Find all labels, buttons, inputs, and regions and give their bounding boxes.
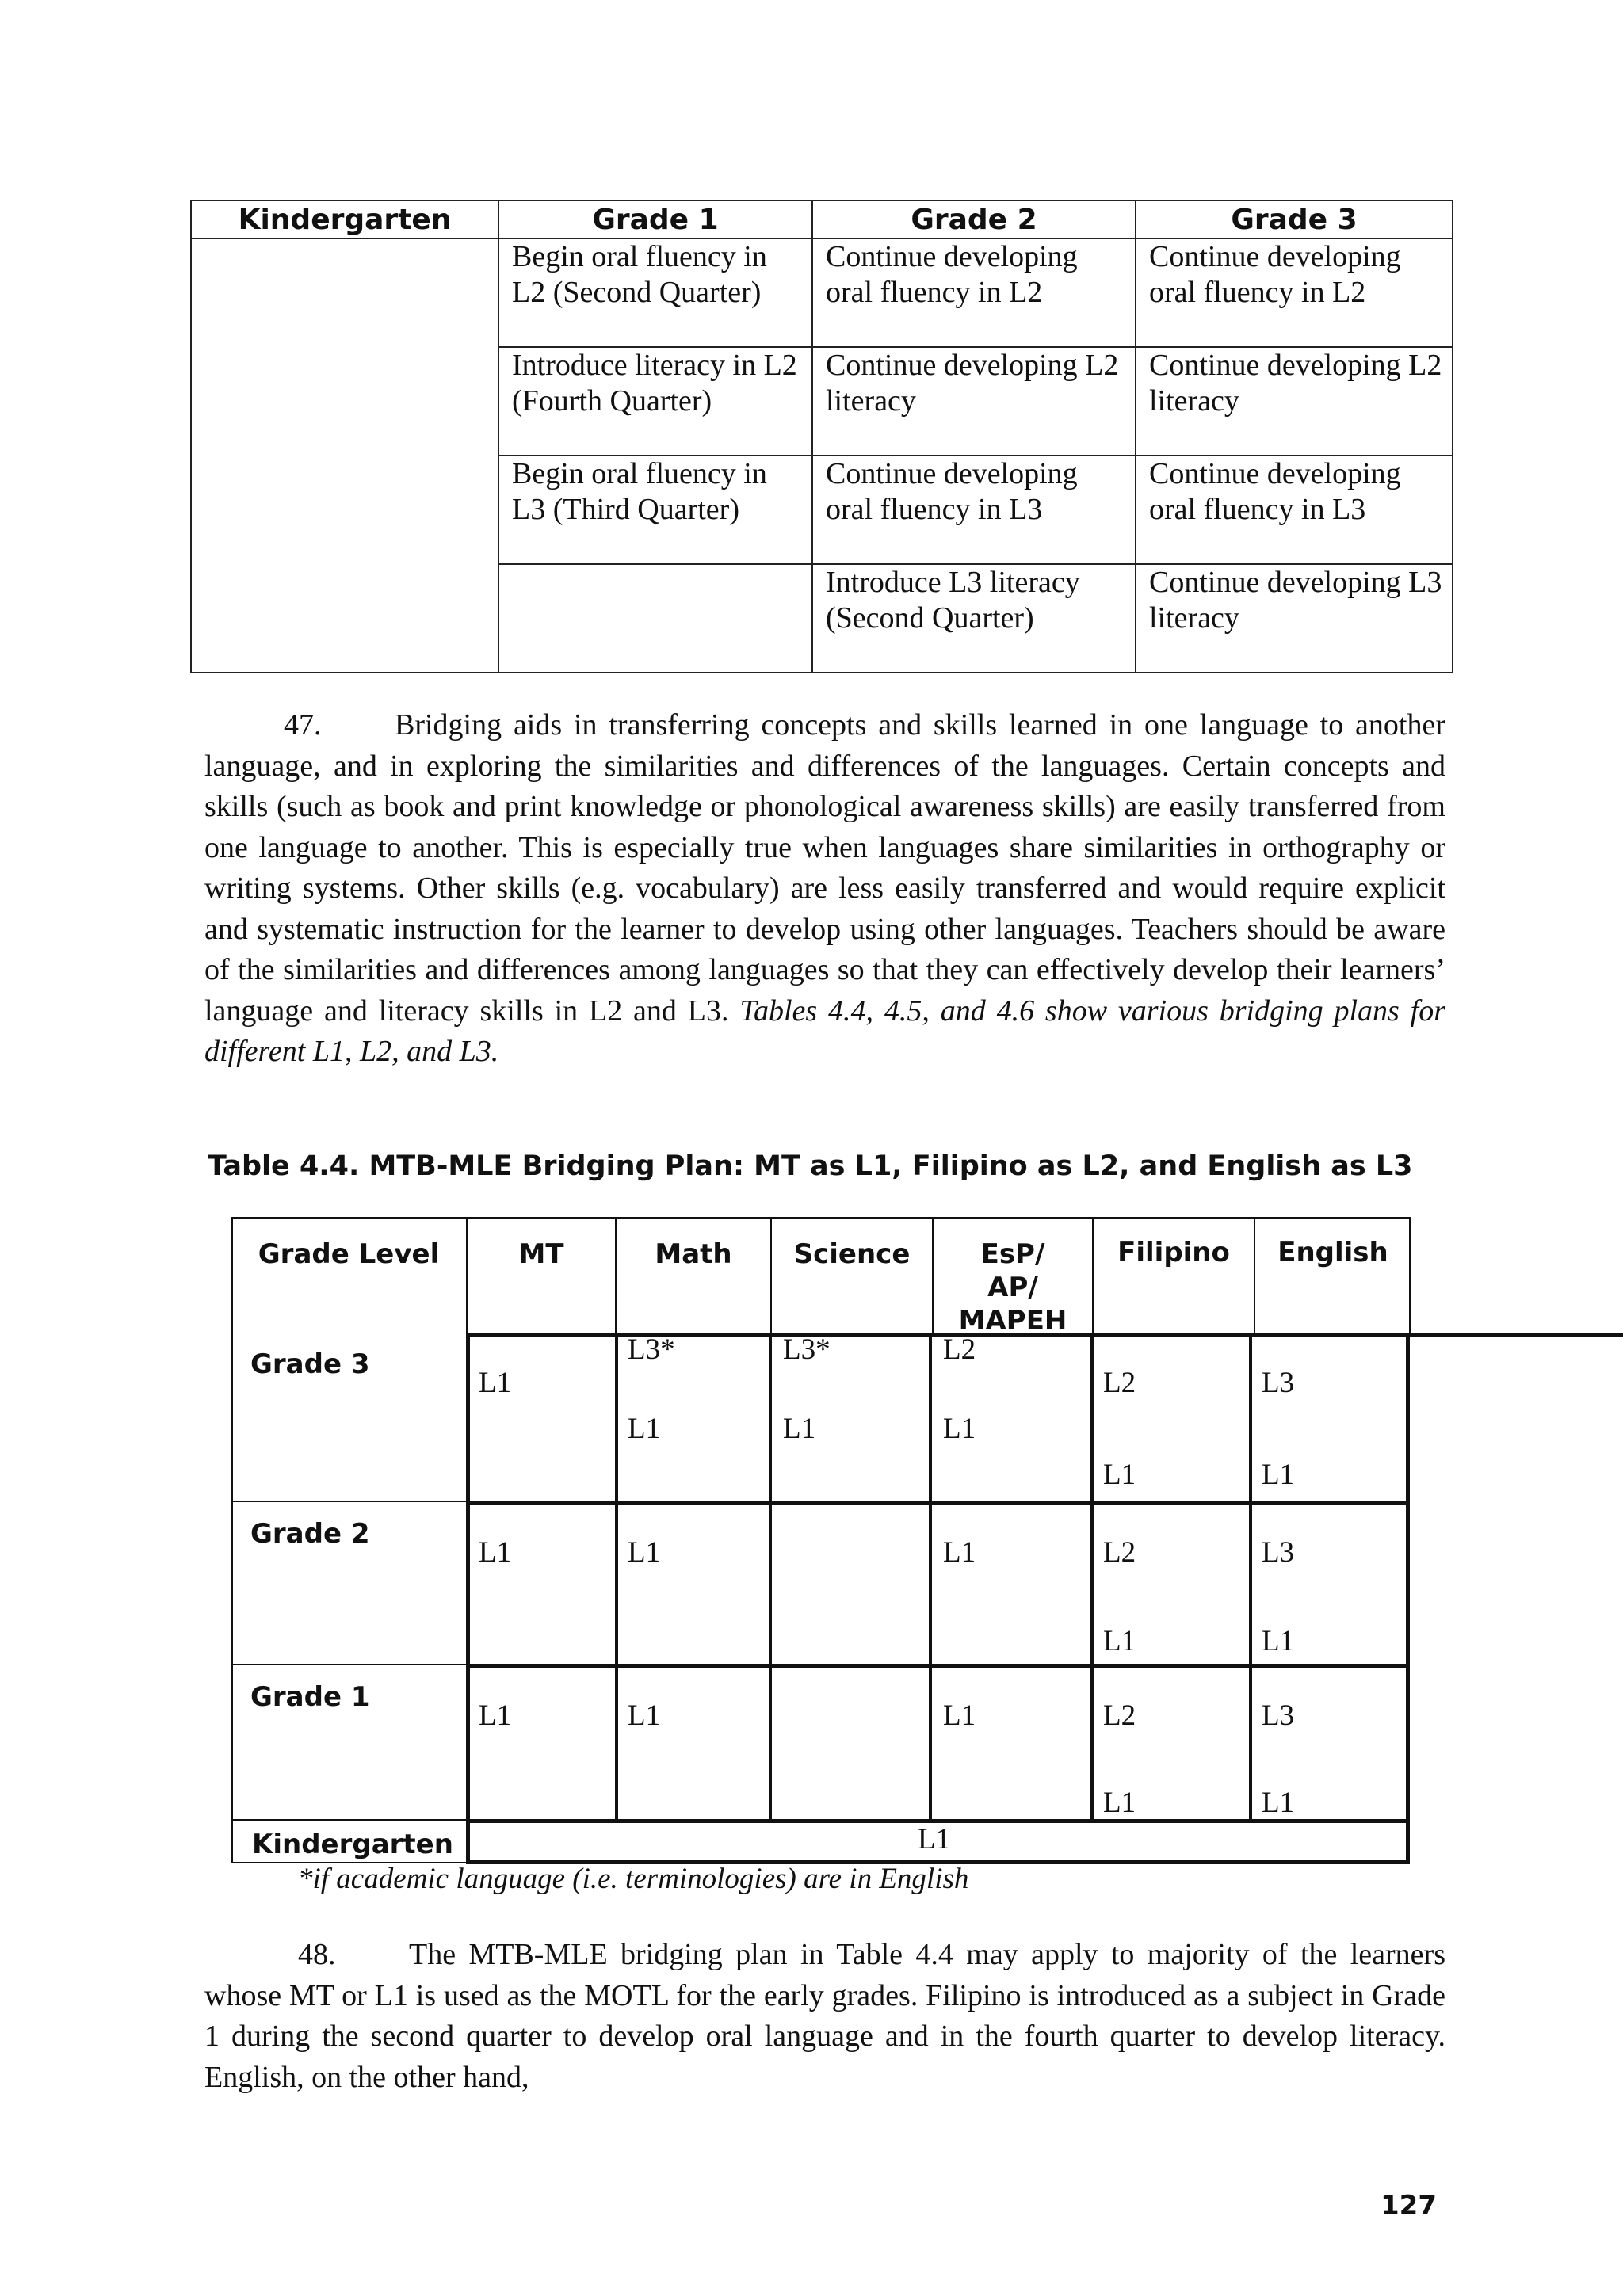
language-progression-table [190, 200, 1453, 673]
grade2-mt: L1 [479, 1536, 512, 1569]
grade3-math-bottom: L1 [628, 1413, 661, 1445]
table-cell: Continue developing oral fluency in L3 [1136, 456, 1453, 564]
header-kindergarten: Kindergarten [191, 200, 498, 238]
grade1-english-bottom: L1 [1262, 1787, 1295, 1819]
table-cell: Introduce literacy in L2 (Fourth Quarter) [498, 347, 812, 456]
grade3-math-top: L3* [628, 1333, 675, 1366]
grade3-esp-bottom: L1 [943, 1413, 976, 1445]
column-divider [1254, 1217, 1255, 1334]
table-cell [498, 564, 812, 673]
table-caption: Table 4.4. MTB-MLE Bridging Plan: MT as L1, Filipino as L2, and English as L3 [208, 1150, 1413, 1182]
row-divider [231, 1501, 469, 1502]
header-grade-3: Grade 3 [1136, 200, 1453, 238]
bridging-plan-table [231, 1217, 1411, 1863]
grade2-filipino-bottom: L1 [1103, 1625, 1136, 1657]
paragraph-48 [204, 1935, 1445, 2098]
grade2-filipino-top: L2 [1103, 1536, 1136, 1569]
grade3-filipino-bottom: L1 [1103, 1459, 1136, 1491]
table-border [231, 1217, 1411, 1219]
grade1-mt: L1 [479, 1699, 512, 1732]
table-cell: Continue developing oral fluency in L2 [1136, 238, 1453, 347]
grade1-top-line [466, 1664, 1410, 1668]
header-grade-2: Grade 2 [812, 200, 1136, 238]
header-science: Science [793, 1238, 911, 1270]
grade1-filipino-bottom: L1 [1103, 1787, 1136, 1819]
paragraph-italic-note: Tables 4.4, 4.5, and 4.6 show various bridging plans for different L1, L2, and L3. [204, 994, 1446, 1068]
table-border [1409, 1217, 1411, 1334]
paragraph-number: 48. [298, 1938, 336, 1971]
column-divider [1090, 1333, 1094, 1821]
table-border [231, 1217, 233, 1863]
grade1-filipino-top: L2 [1103, 1699, 1136, 1732]
kindergarten-value: L1 [918, 1823, 951, 1855]
table-left-border [466, 1333, 470, 1863]
grade3-english-bottom: L1 [1262, 1459, 1295, 1491]
table-header-row [191, 200, 1453, 238]
kindergarten-cell [191, 238, 498, 673]
grade2-top-line [466, 1501, 1410, 1505]
header-esp [934, 1238, 1092, 1337]
grade3-science-bottom: L1 [783, 1413, 816, 1445]
column-divider [615, 1333, 618, 1821]
page-number: 127 [1381, 2190, 1437, 2222]
paragraph-text: The MTB-MLE bridging plan in Table 4.4 may apply to majority of the learners whose MT or L1 is used as the MOTL for the early grades. Filipino is introduced as a subject in Grade 1 during the second quarter to develop oral language and in the fourth quarter to develop literacy. English, on the other hand, [204, 1938, 1445, 2094]
table-footnote: *if academic language (i.e. terminologies) are in English [298, 1863, 969, 1895]
grade1-esp: L1 [943, 1699, 976, 1732]
table-cell: Continue developing L2 literacy [1136, 347, 1453, 456]
header-math: Math [655, 1238, 732, 1270]
grade1-english-top: L3 [1262, 1699, 1295, 1732]
header-filipino: Filipino [1117, 1237, 1230, 1268]
grade3-mt: L1 [479, 1367, 512, 1399]
column-divider [770, 1217, 772, 1334]
grade3-english-top: L3 [1262, 1367, 1295, 1399]
column-divider [929, 1333, 932, 1821]
header-mt: MT [518, 1238, 564, 1270]
header-grade-level: Grade Level [258, 1238, 440, 1270]
grade2-english-bottom: L1 [1262, 1625, 1295, 1657]
grade3-filipino-top: L2 [1103, 1367, 1136, 1399]
kindergarten-label: Kindergarten [252, 1829, 453, 1860]
table-cell: Continue developing oral fluency in L3 [812, 456, 1136, 564]
grade-2-label: Grade 2 [250, 1518, 370, 1550]
paragraph-number: 47. [284, 708, 322, 742]
table-cell: Continue developing oral fluency in L2 [812, 238, 1136, 347]
header-english: English [1277, 1237, 1388, 1268]
row-divider [231, 1819, 469, 1821]
paragraph-47 [204, 705, 1445, 1073]
grade3-esp-top: L2 [943, 1333, 976, 1366]
grade1-math: L1 [628, 1699, 661, 1732]
row-divider [231, 1664, 469, 1665]
column-divider [615, 1217, 617, 1334]
table-cell: Begin oral fluency in L2 (Second Quarter) [498, 238, 812, 347]
grade3-science-top: L3* [783, 1333, 831, 1366]
table-row [191, 238, 1453, 347]
paragraph-text: Bridging aids in transferring concepts and skills learned in one language to another language, and in exploring the similarities and differences of the languages. Certain concepts and skills (such as book and print knowledge or phonological awareness skills) are easily transferred from one language to another. This is especially true when languages share similarities in orthography or writing systems. Other skills (e.g. vocabulary) are less easily transferred and would require explicit and systematic instruction for the learner to develop using other languages. Teachers should be aware of the similarities and differences among languages so that they can effectively develop their learners’ language and literacy skills in L2 and L3. [204, 708, 1445, 1028]
column-divider [466, 1217, 468, 1334]
column-divider [1249, 1333, 1252, 1821]
header-esp-line-1: EsP/ [980, 1238, 1045, 1270]
header-grade-1: Grade 1 [498, 200, 812, 238]
table-cell: Continue developing L3 literacy [1136, 564, 1453, 673]
column-divider [1092, 1217, 1094, 1334]
table-cell: Introduce L3 literacy (Second Quarter) [812, 564, 1136, 673]
column-divider [769, 1333, 772, 1821]
table-cell: Continue developing L2 literacy [812, 347, 1136, 456]
grade2-math: L1 [628, 1536, 661, 1569]
grade-3-label: Grade 3 [250, 1348, 370, 1380]
table-cell: Begin oral fluency in L3 (Third Quarter) [498, 456, 812, 564]
header-esp-line-2: AP/ [987, 1272, 1038, 1303]
header-esp-line-3: MAPEH [958, 1305, 1067, 1337]
grade2-english-top: L3 [1262, 1536, 1295, 1569]
grade2-esp: L1 [943, 1536, 976, 1569]
grade-1-label: Grade 1 [250, 1681, 370, 1713]
table-right-border [1406, 1333, 1410, 1863]
